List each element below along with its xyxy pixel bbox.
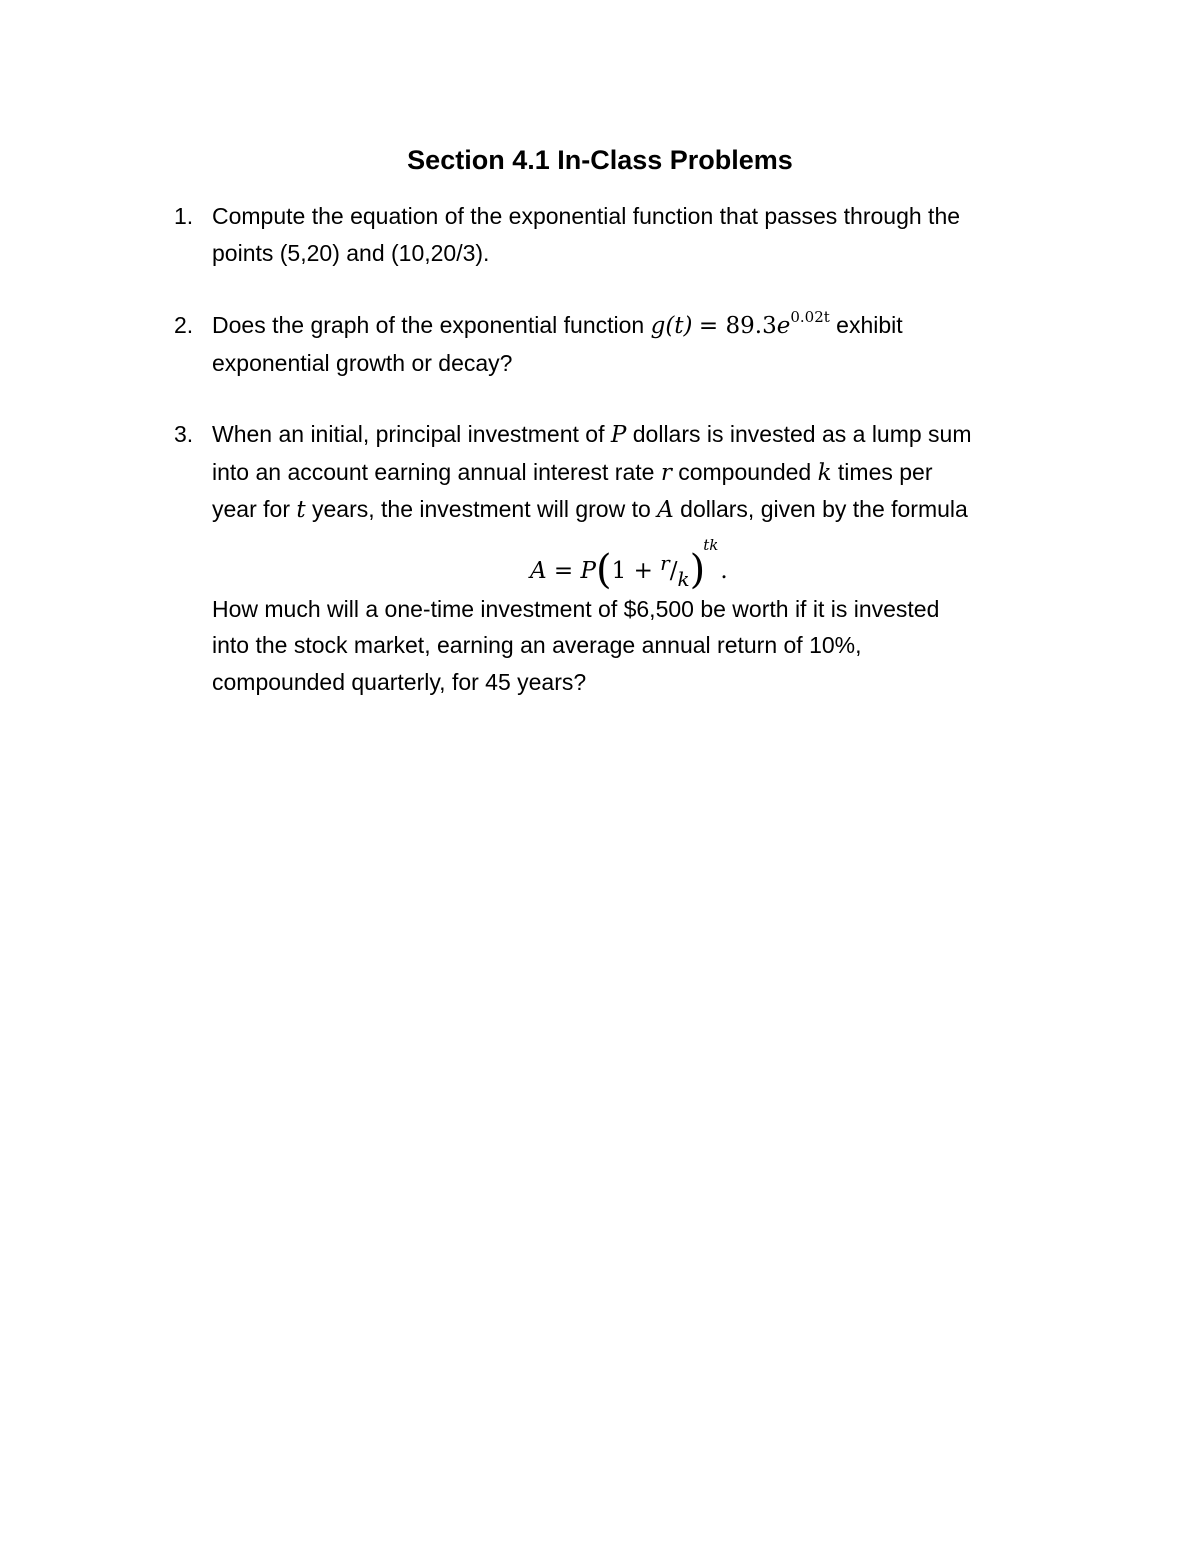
problem-text: year for (212, 496, 290, 522)
variable-k: k (817, 459, 832, 486)
formula-close-paren: ) (689, 546, 706, 593)
problem-text: years, the investment will grow to (312, 496, 651, 522)
function-base: e (776, 313, 791, 339)
formula-periods: k (677, 566, 690, 591)
function-name: g (650, 313, 666, 339)
variable-p: P (610, 422, 627, 448)
problem-text: Does the graph of the exponential function (212, 312, 645, 338)
function-argument: (t) (665, 313, 693, 339)
formula-open-paren: ( (596, 546, 612, 593)
problem-number: 2. (174, 312, 194, 338)
problem-text-line: How much will a one-time investment of $6,500 be worth if it is invested (212, 595, 940, 622)
problem-text: into an account earning annual interest rate (212, 458, 655, 485)
function-coefficient: = 89.3 (698, 313, 777, 339)
problem-text-line (212, 416, 1074, 454)
problem-text-line: into the stock market, earning an average annual return of 10%, (212, 632, 862, 658)
problem-text: exhibit (836, 312, 903, 338)
formula-exponent: tk (703, 535, 719, 554)
formula-one-plus: 1 + (611, 557, 661, 584)
compound-interest-formula (212, 531, 1076, 591)
problem-text-line (212, 491, 1074, 529)
problem-text-line: compounded quarterly, for 45 years? (212, 668, 587, 695)
problem-text: times per (837, 458, 933, 485)
problem-text: dollars is invested as a lump sum (632, 421, 972, 447)
formula-period: . (720, 557, 728, 584)
problem-2 (174, 307, 1074, 381)
page-title: Section 4.1 In-Class Problems (407, 145, 793, 175)
variable-t: t (296, 497, 306, 523)
problem-text: When an initial, principal investment of (212, 421, 605, 447)
problem-3 (174, 416, 1074, 700)
problem-text: compounded (678, 458, 812, 485)
problem-text-line: points (5,20) and (10,20/3). (212, 239, 490, 266)
problem-text-line: Compute the equation of the exponential function that passes through the (212, 203, 961, 229)
formula-rate: r (660, 550, 670, 575)
problem-number: 3. (174, 421, 194, 447)
formula-equals: = (546, 557, 581, 584)
formula-slash: / (669, 557, 678, 584)
problem-number: 1. (174, 203, 194, 229)
formula-principal: P (580, 557, 597, 584)
problem-text-line: exponential growth or decay? (212, 349, 513, 376)
problem-text: dollars, given by the formula (680, 496, 968, 522)
variable-r: r (660, 459, 672, 486)
function-exponent: 0.02t (790, 308, 830, 326)
problem-text-line (212, 454, 1074, 492)
problem-text-line (212, 307, 1074, 345)
formula-lhs: A (530, 557, 547, 584)
problem-1 (174, 198, 1074, 271)
variable-a: A (657, 497, 674, 523)
